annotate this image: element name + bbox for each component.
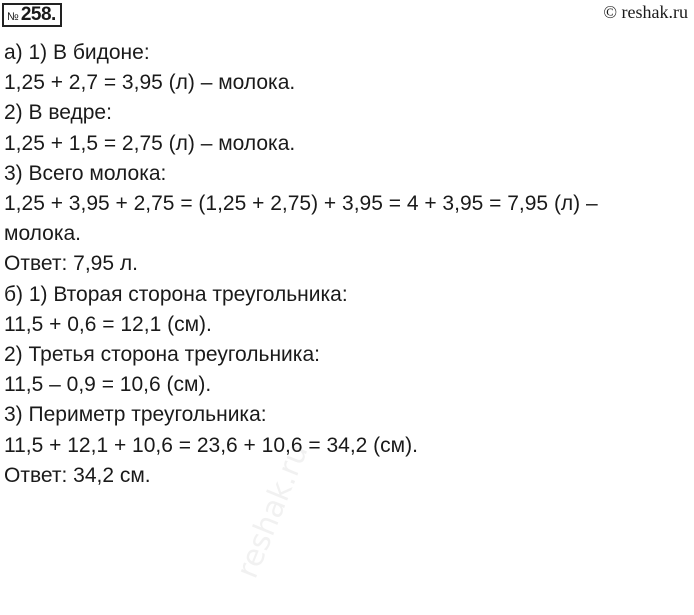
solution-line: 1,25 + 2,7 = 3,95 (л) – молока. xyxy=(4,71,296,95)
solution-line: 11,5 + 0,6 = 12,1 (см). xyxy=(4,312,212,336)
answer-line: Ответ: 7,95 л. xyxy=(4,252,138,276)
number-sign: № xyxy=(7,11,19,23)
solution-line: молока. xyxy=(4,222,81,246)
watermark-text: reshak.ru xyxy=(230,438,316,584)
task-number-badge xyxy=(2,3,62,27)
solution-text xyxy=(4,38,690,491)
solution-line: 2) В ведре: xyxy=(4,101,112,125)
task-number: 258. xyxy=(20,4,56,25)
copyright-label: © reshak.ru xyxy=(603,2,688,22)
solution-line: 11,5 + 12,1 + 10,6 = 23,6 + 10,6 = 34,2 (см). xyxy=(4,433,418,457)
answer-line: Ответ: 34,2 см. xyxy=(4,463,151,487)
solution-line: 3) Периметр треугольника: xyxy=(4,403,267,427)
solution-line: 11,5 – 0,9 = 10,6 (см). xyxy=(4,373,212,397)
page-header xyxy=(0,0,694,34)
solution-line: 3) Всего молока: xyxy=(4,161,167,185)
solution-line: 1,25 + 1,5 = 2,75 (л) – молока. xyxy=(4,131,296,155)
solution-line: б) 1) Вторая сторона треугольника: xyxy=(4,282,348,306)
solution-line: 2) Третья сторона треугольника: xyxy=(4,343,320,367)
solution-line: а) 1) В бидоне: xyxy=(4,41,150,64)
solution-line: 1,25 + 3,95 + 2,75 = (1,25 + 2,75) + 3,95 = 4 + 3,95 = 7,95 (л) – xyxy=(4,192,598,216)
